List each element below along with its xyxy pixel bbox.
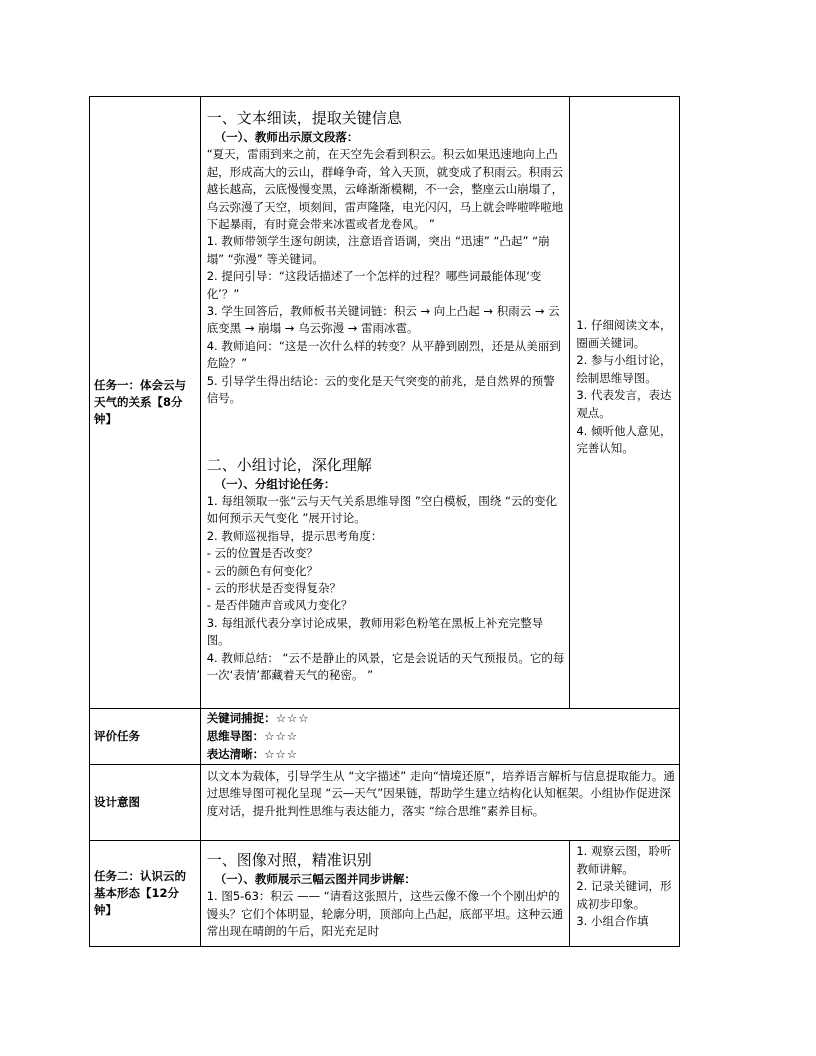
task1-discuss-3: - 云的位置是否改变？ [206, 546, 318, 561]
evaluation-item: 关键词捕捉：☆☆☆ [206, 711, 310, 725]
task1-row [90, 97, 680, 709]
task1-label: 任务一：体会云与天气的关系【8分钟】 [90, 97, 201, 709]
task1-discuss-4: - 云的颜色有何变化？ [206, 563, 318, 578]
evaluation-content [200, 709, 679, 765]
task2-activity-1: 1. 观察云图，聆听教师讲解。 [576, 844, 672, 876]
evaluation-item: 思维导图：☆☆☆ [206, 729, 299, 743]
task1-step-4: 4. 教师追问：“这是一次什么样的转变？从平静到剧烈，还是从美丽到危险？” [206, 338, 561, 371]
task1-quote: “夏天，雷雨到来之前，在天空先会看到积云。积云如果迅速地向上凸起，形成高大的云山，群峰争奇，耸入天顶，就变成了积雨云。积雨云越长越高，云底慢慢变黑，云峰渐渐模糊，不一会，整座云山崩塌了，乌云弥漫了天空，顷刻间，雷声隆隆，电光闪闪，马上就会哗啦哗啦地下起暴雨，有时竟会带来冰雹或者龙卷风。 ” [206, 147, 564, 232]
task1-step-2: 2. 提问引导：“这段话描述了一个怎样的过程？哪些词最能体现‘变化’？” [206, 269, 542, 301]
task1-student-activities [570, 97, 680, 709]
task1-activity-1: 1. 仔细阅读文本，圈画关键词。 [576, 318, 672, 350]
task2-section1-heading: 一、图像对照，精准识别 [206, 851, 372, 869]
star-rating: ☆☆☆ [264, 729, 299, 743]
task1-section1-heading: 一、文本细读，提取关键信息 [206, 109, 402, 127]
task1-section1-sub: （一）、教师出示原文段落： [214, 130, 359, 144]
task2-student-activities [570, 841, 680, 947]
task2-content [200, 841, 570, 947]
task1-discuss-8: 4. 教师总结： “云不是静止的风景，它是会说话的天气预报员。它的每一次‘表情’都藏着天气的秘密。 ” [206, 650, 565, 682]
lesson-plan-table [89, 96, 680, 947]
task2-activity-2: 2. 记录关键词，形成初步印象。 [576, 879, 672, 911]
task1-activity-4: 4. 倾听他人意见，完善认知。 [576, 423, 672, 456]
star-rating: ☆☆☆ [275, 711, 310, 725]
task1-activity-3: 3. 代表发言，表达观点。 [576, 388, 672, 420]
task2-section1-sub: （一）、教师展示三幅云图并同步讲解： [214, 872, 416, 886]
design-text: 以文本为载体，引导学生从 “文字描述” 走向“情境还原”，培养语言解析与信息提取能力。通过思维导图可视化呈现 “云—天气”因果链，帮助学生建立结构化认知框架。小组协作促进深度对话，提升批判性思维与表达能力，落实 “综合思维”素养目标。 [200, 765, 679, 841]
task1-discuss-6: - 是否伴随声音或风力变化？ [206, 598, 353, 613]
task1-content [200, 97, 570, 709]
task1-section2-sub: （一）、分组讨论任务： [214, 476, 336, 491]
task2-activity-3: 3. 小组合作填 [576, 914, 649, 929]
task1-step-3: 3. 学生回答后，教师板书关键词链：积云 → 向上凸起 → 积雨云 → 云底变黑 → 崩塌 → 乌云弥漫 → 雷雨冰雹。 [206, 304, 560, 336]
task1-discuss-1: 1. 每组领取一张“云与天气关系思维导图 ”空白模板，围绕 “云的变化如何预示天气变化 ”展开讨论。 [206, 493, 557, 526]
task1-activity-2: 2. 参与小组讨论，绘制思维导图。 [576, 353, 672, 385]
task1-step-1: 1. 教师带领学生逐句朗读，注意语音语调，突出 “迅速” “凸起” “崩塌” “弥漫” 等关键词。 [206, 234, 550, 266]
task2-step-1: 1. 图5-63：积云 —— “请看这张照片，这些云像不像一个个刚出炉的馒头？它们个体明显，轮廓分明，顶部向上凸起，底部平坦。这种云通常出现在晴朗的午后，阳光充足时 [206, 889, 564, 939]
task1-discuss-5: - 云的形状是否变得复杂？ [206, 580, 341, 595]
task1-section2-heading: 二、小组讨论，深化理解 [206, 455, 372, 474]
design-label: 设计意图 [90, 765, 201, 841]
star-rating: ☆☆☆ [264, 747, 299, 761]
evaluation-label: 评价任务 [90, 709, 201, 765]
evaluation-row [90, 709, 680, 765]
design-row [90, 765, 680, 841]
task2-row [90, 841, 680, 947]
task1-discuss-2: 2. 教师巡视指导，提示思考角度： [206, 528, 383, 543]
task1-discuss-7: 3. 每组派代表分享讨论成果，教师用彩色粉笔在黑板上补充完整导图。 [206, 615, 544, 648]
evaluation-item: 表达清晰：☆☆☆ [206, 747, 299, 761]
task1-step-5: 5. 引导学生得出结论：云的变化是天气突变的前兆，是自然界的预警信号。 [206, 373, 555, 406]
task2-label: 任务二：认识云的基本形态【12分钟】 [90, 841, 201, 947]
